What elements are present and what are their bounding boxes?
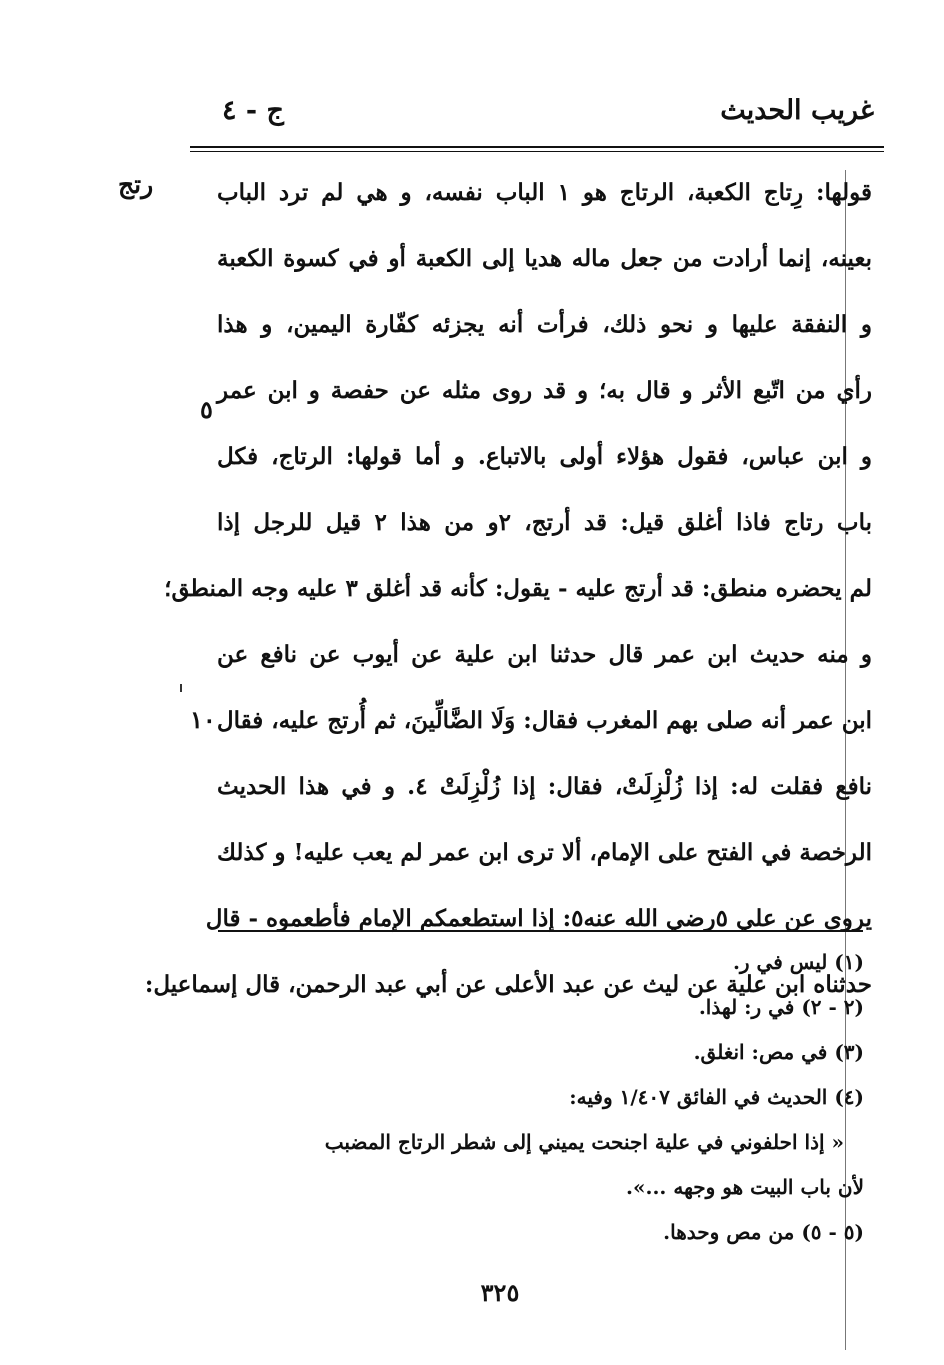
text-line: رأي من اتّبع الأثر و قال به؛ و قد روى مثله عن حفصة و ابن عمر — [217, 377, 872, 404]
text-line: ابن عمر أنه صلى بهم المغرب فقال: وَلَا الضَّالِّينَ، ثم أُرتج عليه، فقال — [216, 707, 872, 734]
text-line: لم يحضره منطق: قد أرتج عليه - يقول: كأنه قد أغلق ٣ عليه وجه المنطق؛ — [164, 575, 872, 602]
text-line: و منه حديث ابن عمر قال حدثنا ابن علية عن أيوب عن نافع عن — [217, 641, 872, 668]
footnote: (١) ليس في ر. — [732, 950, 864, 974]
footnote: (٣) في مص: انغلق. — [693, 1040, 864, 1064]
text-line: الرخصة في الفتح على الإمام، ألا ترى ابن عمر لم يعب عليه! و كذلك — [217, 839, 872, 866]
footnote: (٢ - ٢) في ر: لهذا. — [698, 995, 864, 1019]
page-number: ٣٢٥ — [480, 1278, 520, 1307]
line-number-10: ١٠ — [190, 705, 216, 734]
footnote: (٥ - ٥) من مص وحدها. — [663, 1220, 864, 1244]
text-line: قولها: رِتاج الكعبة، الرتاج هو ١ الباب نفسه، و هي لم ترد الباب — [217, 179, 872, 206]
running-head-part: ج - ٤ — [222, 95, 284, 126]
text-line: نافع فقلت له: إذا زُلْزِلَتْ، فقال: إذا زُلْزِلَتْ ٤. و في هذا الحديث — [217, 773, 872, 800]
footnote-verse: « إذا احلفوني في علية اجنحت يميني إلى شطر الرتاج المضبب — [324, 1130, 844, 1154]
text-line: حدثناه ابن علية عن ليث عن عبد الأعلى عن أبي عبد الرحمن، قال إسماعيل: — [144, 971, 872, 998]
running-head-title: غريب الحديث — [720, 95, 874, 126]
footnote: (٤) الحديث في الفائق ١/٤٠٧ وفيه: — [569, 1085, 864, 1109]
footnote-rule — [218, 930, 863, 932]
header-rule-thick — [190, 146, 884, 148]
text-line: باب رتاج فاذا أغلق قيل: قد أرتج، ٢و من هذا ٢ قيل للرجل إذا — [217, 509, 872, 536]
text-line: و ابن عباس، فقول هؤلاء أولى بالاتباع. و أما قولها: الرتاج، فكل — [217, 443, 872, 470]
text-line: يروى عن علي ٥رضي الله عنه٥: إذا استطعمكم الإمام فأطعموه - قال — [205, 905, 872, 932]
margin-root-word: رتج — [118, 170, 154, 199]
footnotes — [244, 940, 864, 1255]
header-rule-thin — [190, 151, 884, 152]
line-number-5: ٥ — [200, 395, 213, 424]
footnote-verse-continuation: لأن باب البيت هو وجهه ...». — [626, 1175, 864, 1199]
text-line: و النفقة عليها و نحو ذلك، فرأت أنه يجزئه كفّارة اليمين، و هذا — [217, 311, 872, 338]
text-line: بعينه، إنما أرادت من جعل ماله هديا إلى الكعبة أو في كسوة الكعبة — [217, 245, 872, 272]
stray-ink-mark — [180, 684, 182, 692]
